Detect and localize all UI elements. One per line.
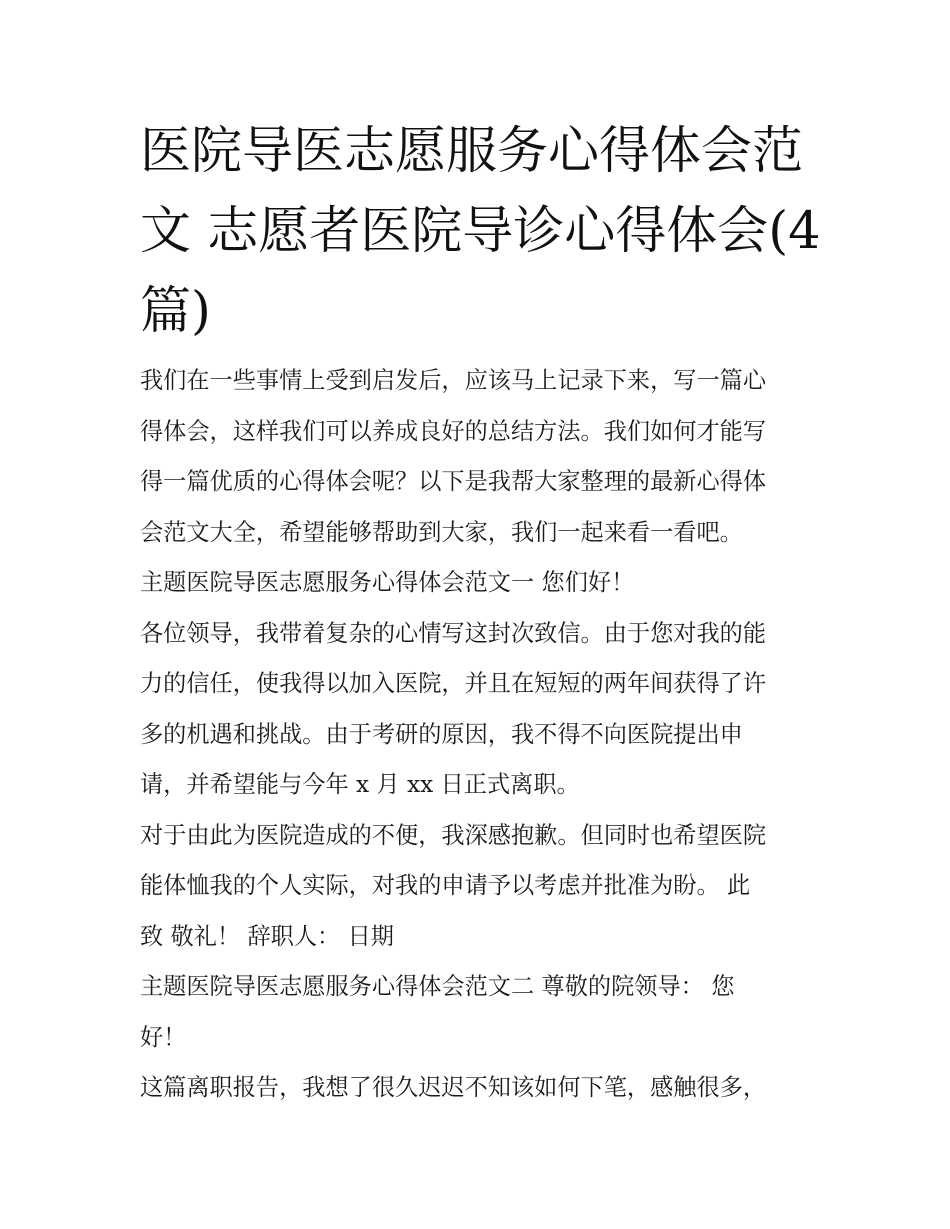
paragraph-line: 能体恤我的个人实际，对我的申请予以考虑并批准为盼。 此 bbox=[140, 872, 751, 899]
paragraph-line: 多的机遇和挑战。由于考研的原因，我不得不向医院提出申 bbox=[140, 720, 743, 748]
intro-line: 我们在一些事情上受到启发后，应该马上记录下来，写一篇心 bbox=[140, 367, 767, 394]
intro-line: 得一篇优质的心得体会呢？以下是我帮大家整理的最新心得体 bbox=[140, 468, 767, 495]
title-line: 医院导医志愿服务心得体会范 bbox=[140, 122, 804, 181]
section-heading-line: 好！ bbox=[140, 1023, 187, 1051]
paragraph-line: 力的信任，使我得以加入医院，并且在短短的两年间获得了许 bbox=[140, 670, 767, 697]
intro-line: 会范文大全，希望能够帮助到大家，我们一起来看一看吧。 bbox=[140, 518, 743, 546]
title-line: 文 志愿者医院导诊心得体会(4 bbox=[140, 202, 821, 261]
intro-line: 得体会，这样我们可以养成良好的总结方法。我们如何才能写 bbox=[140, 417, 767, 445]
paragraph-line: 致 敬礼！ 辞职人： 日期 bbox=[140, 922, 394, 950]
document-title bbox=[140, 112, 821, 352]
paragraph-line: 各位领导，我带着复杂的心情写这封次致信。由于您对我的能 bbox=[140, 619, 767, 647]
paragraph-line: 这篇离职报告，我想了很久迟迟不知该如何下笔，感触很多， bbox=[140, 1074, 767, 1101]
title-line: 篇) bbox=[140, 282, 211, 341]
section-heading-line: 主题医院导医志愿服务心得体会范文一 您们好！ bbox=[140, 569, 635, 596]
section-heading-line: 主题医院导医志愿服务心得体会范文二 尊敬的院领导： 您 bbox=[140, 973, 735, 1000]
paragraph-line: 请，并希望能与今年 x 月 xx 日正式离职。 bbox=[140, 771, 580, 798]
document-body bbox=[140, 356, 812, 1114]
paragraph-line: 对于由此为医院造成的不便，我深感抱歉。但同时也希望医院 bbox=[140, 821, 767, 849]
